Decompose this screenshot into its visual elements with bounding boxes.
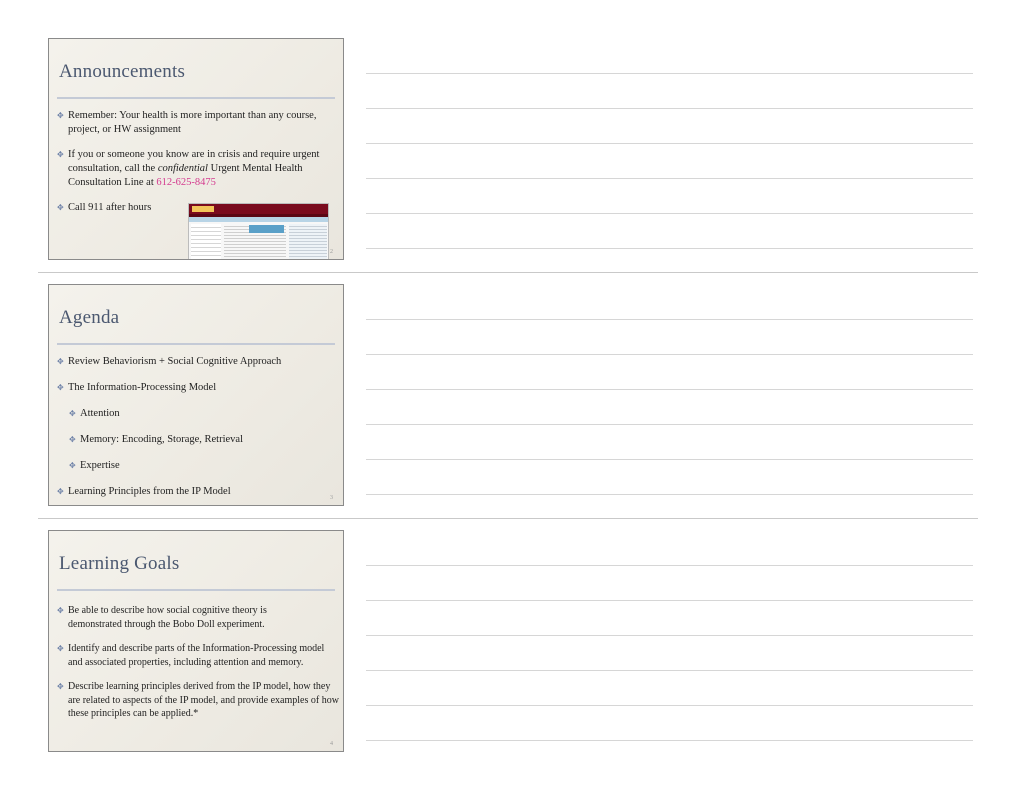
- bullet-text: Learning Principles from the IP Model: [68, 486, 231, 497]
- bullet-text: Review Behaviorism + Social Cognitive Approach: [68, 356, 282, 367]
- bullet-list: [57, 604, 339, 732]
- bullet-item: [57, 201, 188, 215]
- thumb-right-column: [289, 224, 327, 260]
- note-line: [366, 108, 973, 109]
- bullet-icon: ✥: [69, 461, 76, 470]
- note-line: [366, 143, 973, 144]
- slide-learning-goals: [48, 530, 344, 752]
- note-line: [366, 635, 973, 636]
- note-line: [366, 705, 973, 706]
- note-line: [366, 424, 973, 425]
- bullet-icon: ✥: [69, 409, 76, 418]
- bullet-icon: ✥: [57, 487, 64, 496]
- bullet-text: Describe learning principles derived from the IP model, how they are related to aspects of the IP model, and provide examples of how these principles can be applied.*: [68, 681, 339, 719]
- note-line: [366, 565, 973, 566]
- note-line: [366, 740, 973, 741]
- bullet-item: [57, 148, 334, 190]
- slide-number: 3: [330, 495, 333, 501]
- bullet-text: Expertise: [80, 460, 120, 471]
- bullet-text: Be able to describe how social cognitive theory is demonstrated through the Bobo Doll experiment.: [68, 605, 267, 630]
- note-line: [366, 494, 973, 495]
- thumb-sidebar: [191, 224, 221, 260]
- bullet-list: [57, 355, 333, 506]
- slide-title: Agenda: [59, 307, 120, 328]
- bullet-icon: ✥: [57, 150, 64, 159]
- emphasis-text: confidential: [157, 163, 208, 174]
- note-line: [366, 73, 973, 74]
- bullet-text: Urgent Mental Health Consultation Line at: [68, 163, 303, 188]
- bullet-item: [57, 485, 333, 499]
- section-divider: [38, 272, 978, 273]
- bullet-text: Identify and describe parts of the Information-Processing model and associated properties, including attention and memory.: [68, 643, 325, 668]
- section-divider: [38, 518, 978, 519]
- note-line: [366, 670, 973, 671]
- bullet-icon: ✥: [69, 435, 76, 444]
- note-line: [366, 213, 973, 214]
- slide-agenda: [48, 284, 344, 506]
- bullet-item: [57, 109, 323, 137]
- note-line: [366, 389, 973, 390]
- title-rule: [57, 589, 335, 591]
- bullet-icon: ✥: [57, 606, 64, 615]
- bullet-icon: ✥: [57, 111, 64, 120]
- note-line: [366, 459, 973, 460]
- phone-link[interactable]: 612-625-8475: [156, 177, 216, 188]
- bullet-icon: ✥: [57, 644, 64, 653]
- slide-number: 4: [330, 741, 333, 747]
- bullet-text: Memory: Encoding, Storage, Retrieval: [80, 434, 244, 445]
- bullet-icon: ✥: [57, 383, 64, 392]
- note-line: [366, 178, 973, 179]
- university-logo: [192, 206, 214, 212]
- slide-title: Learning Goals: [59, 553, 180, 574]
- bullet-item: [57, 604, 308, 631]
- bullet-item: [57, 642, 336, 669]
- sub-bullet-item: [69, 407, 333, 421]
- slide-announcements: [48, 38, 344, 260]
- bullet-icon: ✥: [57, 203, 64, 212]
- bullet-icon: ✥: [57, 357, 64, 366]
- website-screenshot-image: [188, 203, 329, 260]
- slide-number: 2: [330, 249, 333, 255]
- bullet-text: Attention: [80, 408, 120, 419]
- title-rule: [57, 97, 335, 99]
- bullet-text: The Information-Processing Model: [68, 382, 217, 393]
- bullet-text: If you or someone you know are in crisis and require urgent consultation, call the: [68, 149, 320, 174]
- sub-bullet-item: [69, 433, 333, 447]
- bullet-icon: ✥: [57, 682, 64, 691]
- note-line: [366, 354, 973, 355]
- note-line: [366, 248, 973, 249]
- bullet-text: Call 911 after hours: [68, 202, 152, 213]
- bullet-item: [57, 355, 333, 369]
- bullet-item: [57, 680, 340, 721]
- title-rule: [57, 343, 335, 345]
- bullet-text: Remember: Your health is more important than any course, project, or HW assignment: [68, 110, 317, 135]
- sub-bullet-item: [69, 459, 333, 473]
- bullet-item: [57, 381, 333, 395]
- thumb-banner: [189, 217, 328, 222]
- slide-title: Announcements: [59, 61, 186, 82]
- note-line: [366, 319, 973, 320]
- thumb-photo: [249, 225, 284, 233]
- note-line: [366, 600, 973, 601]
